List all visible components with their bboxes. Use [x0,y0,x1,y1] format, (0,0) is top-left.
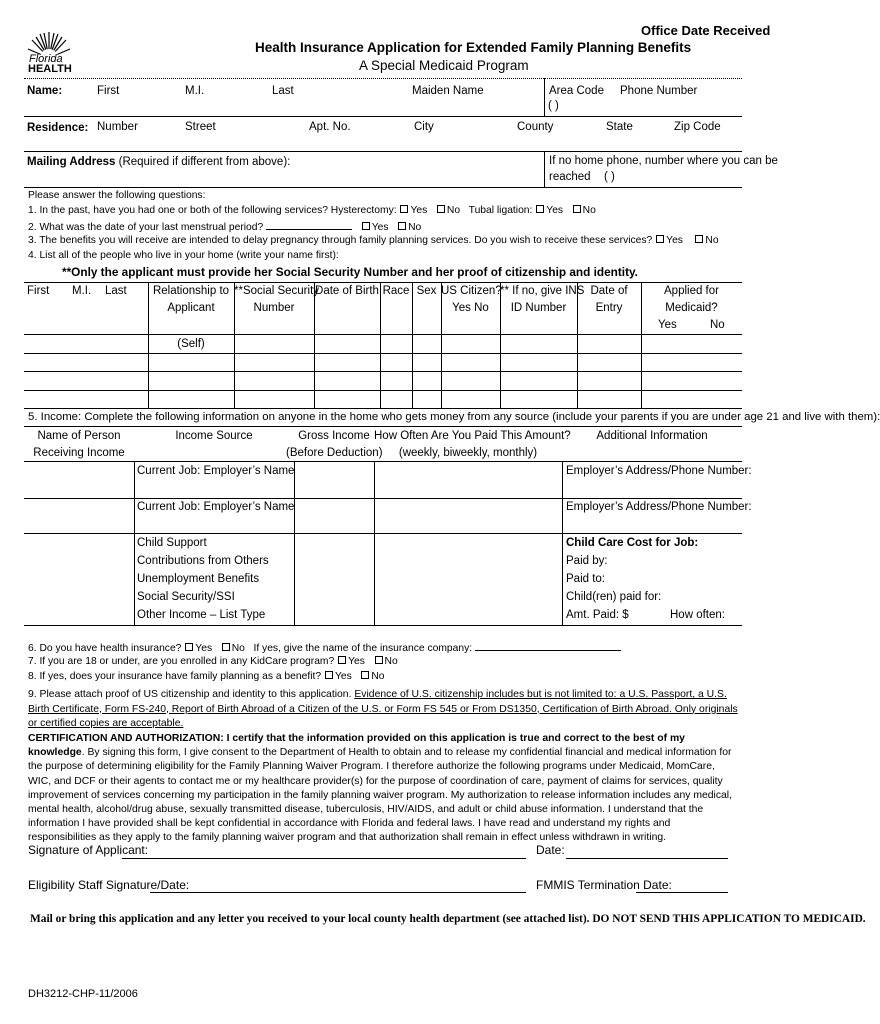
paid-to-label: Paid to: [566,573,605,585]
mailing-address-note: (Required if different from above): [118,156,291,168]
mailing-address-label: Mailing Address [27,156,116,168]
job1-label: Current Job: Employer’s Name [137,465,295,477]
col-applied-no: No [710,319,725,331]
last-label: Last [272,85,294,97]
list-item: Child Support [137,537,207,549]
col-divider [544,151,545,187]
job2-address: Employer’s Address/Phone Number: [566,501,752,513]
col-mi: M.I. [72,285,92,297]
certification-paragraph [28,732,740,846]
row-divider [24,116,742,117]
col-additional: Additional Information [596,430,708,442]
street-label: Street [185,121,216,133]
table-col [562,461,563,625]
table-border [24,282,742,283]
ssn-notice: **Only the applicant must provide her Social Security Number and her proof of citizenship and identity. [62,265,638,279]
job1-address: Employer’s Address/Phone Number: [566,465,752,477]
childcare-label: Child Care Cost for Job: [566,537,699,549]
office-date-received: Office Date Received [641,23,771,38]
row-divider [24,151,742,152]
self-label: (Self) [177,338,205,350]
col-relationship-2: Applicant [167,302,215,314]
question-2 [28,220,421,234]
table-col [374,461,375,625]
certification-heading: CERTIFICATION AND AUTHORIZATION [28,733,221,744]
q2-yes-label: Yes [371,222,389,233]
no-phone-line1: If no home phone, number where you can be [549,155,778,167]
col-gross-1: Gross Income [298,430,370,442]
children-paid-label: Child(ren) paid for: [566,591,662,603]
col-ins-1: ** If no, give INS [500,285,585,297]
q6-yes-checkbox[interactable] [185,643,193,651]
q6-company-field[interactable] [475,641,621,651]
mailing-address [27,156,290,169]
q1-tubal-yes-label: Yes [546,205,564,216]
list-item: Social Security/SSI [137,591,235,603]
mi-label: M.I. [185,85,205,97]
col-how-often-2: (weekly, biweekly, monthly) [398,447,538,459]
col-race: Race [382,285,410,297]
county-label: County [517,121,554,133]
logo-text-florida: Florida [29,53,63,65]
table-border [24,426,742,427]
col-last: Last [105,285,127,297]
name-label: Name: [27,85,63,97]
q7-no-checkbox[interactable] [375,656,383,664]
header-divider [24,78,742,79]
income-table [24,426,752,626]
no-phone-line2: reached [549,171,591,183]
col-name-2: Receiving Income [33,447,125,459]
no-phone-paren: ( ) [604,171,615,183]
certification-statement: : I certify that the information provided on this application is true and correct to the best of my knowledge [28,733,685,759]
q9-text: 9. Please attach proof of US citizenship and identity to this application. [28,689,352,700]
col-citizen-1: US Citizen? [441,285,502,297]
col-how-often-1: How Often Are You Paid This Amount? [374,430,571,442]
table-row [24,461,742,462]
q8-yes-checkbox[interactable] [325,671,333,679]
col-name-1: Name of Person [37,430,121,442]
col-relationship-1: Relationship to [152,285,230,297]
col-entry-2: Entry [595,302,623,314]
question-3 [28,235,719,247]
certification-body: . By signing this form, I give consent to the Department of Health to obtain and to release my confidential financial and medical information for the purpose of determining eligibility for the Family Planning Waiver Program. I therefore authorize the following programs under Medicaid, MomCare, WIC, and DCF or their agents to contact me or my healthcare provider(s) for the purpose of coordination of care, payment of claims for services, quality improvement of services concerning my participation in the family planning waiver program. My authorization to release information includes any medical, mental health, alcohol/drug abuse, sexually transmitted disease, tuberculosis, HIV/AIDS, and adult or child abuse information. I understand that the information I have provided shall be kept confidential in accordance with Florida and federal laws. I have read and understand my rights and responsibilities as they apply to the family planning waiver program and that authorization shall remain in effect unless withdrawn in writing. [28,747,733,844]
staff-signature-field[interactable] [150,892,526,893]
q7-text: 7. If you are 18 or under, are you enrolled in any KidCare program? [28,656,335,667]
col-entry-1: Date of [590,285,628,297]
table-col [134,461,135,625]
list-item: Other Income – List Type [137,609,266,621]
applicant-signature-field[interactable] [122,858,526,859]
col-applied-1: Applied for [664,285,719,297]
q8-no-checkbox[interactable] [361,671,369,679]
table-col [380,282,381,409]
col-dob: Date of Birth [315,285,379,297]
number-label: Number [97,121,138,133]
q9-evidence-text: Evidence of U.S. citizenship includes but is not limited to: a U.S. Passport, a U.S. Birth Certificate, Form FS-240, Report of Birth Abroad of a Citizen of the U.S. or Form FS 545 or From DS1350, Certification of Birth Abroad. Only originals or certified copies are acceptable. [28,689,738,729]
col-source: Income Source [175,430,253,442]
table-row [24,371,742,372]
table-col [314,282,315,409]
q6-company-label: If yes, give the name of the insurance company: [253,643,473,654]
staff-signature-label: Eligibility Staff Signature/Date: [28,878,190,892]
q2-date-field[interactable] [266,220,352,230]
page-title: Health Insurance Application for Extended Family Planning Benefits [255,40,692,55]
col-gross-2: (Before Deduction) [286,447,383,459]
col-citizen-2: Yes No [452,302,489,314]
col-applied-yes: Yes [658,319,677,331]
col-ssn-2: Number [253,302,295,314]
phone-number-label: Phone Number [620,85,698,97]
q7-yes-label: Yes [348,656,365,667]
job2-label: Current Job: Employer’s Name [137,501,295,513]
household-table [24,282,742,409]
col-divider [544,78,545,116]
apt-label: Apt. No. [309,121,351,133]
q2-yes-checkbox[interactable] [362,222,370,230]
question-4: 4. List all of the people who live in your home (write your name first): [28,250,339,261]
question-9 [28,688,740,732]
q8-no-label: No [371,671,385,682]
q2-text: 2. What was the date of your last menstrual period? [28,222,264,233]
q2-no-checkbox[interactable] [398,222,406,230]
q3-text: 3. The benefits you will receive are intended to delay pregnancy through family planning services. Do you wish to receive these services? [28,235,653,246]
maiden-name-label: Maiden Name [412,85,484,97]
list-item: Contributions from Others [137,555,269,567]
q6-no-label: No [231,643,245,654]
q6-no-checkbox[interactable] [222,643,230,651]
form-id: DH3212-CHP-11/2006 [28,988,138,1000]
question-8 [28,671,385,683]
q3-no-checkbox[interactable] [695,235,703,243]
list-item: Unemployment Benefits [137,573,260,585]
area-code-label: Area Code [549,85,604,97]
first-label: First [97,85,120,97]
q7-yes-checkbox[interactable] [338,656,346,664]
how-often-label: How often: [670,609,725,621]
amount-paid-label: Amt. Paid: $ [566,609,629,621]
q1-hyst-yes-label: Yes [410,205,428,216]
table-row [24,625,742,626]
q3-no-label: No [705,235,719,246]
table-row [24,498,742,499]
table-row [24,533,742,534]
table-row [24,408,742,409]
mail-instructions: Mail or bring this application and any letter you received to your local county health department (see attached list). DO NOT SEND THIS APPLICATION TO MEDICAID. [30,913,866,925]
income-heading: 5. Income: Complete the following information on anyone in the home who gets money from any source (include your parents if you are under age 21 and live with them): [28,411,880,423]
area-code-paren: ( ) [548,100,559,112]
applicant-signature-label: Signature of Applicant: [28,843,149,857]
page-subtitle: A Special Medicaid Program [359,58,529,73]
col-ssn-1: **Social Security [234,285,320,297]
q6-yes-label: Yes [195,643,213,654]
col-first: First [27,285,50,297]
fmmis-termination-field[interactable] [636,892,728,893]
q6-text: 6. Do you have health insurance? [28,643,182,654]
date-label: Date: [536,843,565,857]
q3-yes-checkbox[interactable] [656,235,664,243]
q1-hyst-no-label: No [446,205,461,216]
state-label: State [606,121,633,133]
table-row [24,390,742,391]
table-col [294,461,295,625]
question-1 [28,205,596,217]
residence-label: Residence: [27,122,89,134]
col-applied-2: Medicaid? [665,302,718,314]
paid-by-label: Paid by: [566,555,608,567]
row-divider [24,187,742,188]
date-field[interactable] [566,858,728,859]
table-row [24,353,742,354]
questions-intro: Please answer the following questions: [28,190,206,201]
city-label: City [414,121,434,133]
col-sex: Sex [416,285,437,297]
q1-hyst-yes-checkbox[interactable] [400,205,408,213]
q2-no-label: No [408,222,422,233]
table-col [412,282,413,409]
q1-tubal-no-label: No [582,205,596,216]
q3-yes-label: Yes [666,235,683,246]
q1-hyst-no-checkbox[interactable] [437,205,445,213]
q7-no-label: No [384,656,398,667]
q1-tubal-yes-checkbox[interactable] [536,205,544,213]
question-7 [28,656,398,668]
q1-tubal-no-checkbox[interactable] [573,205,581,213]
fmmis-termination-label: FMMIS Termination Date: [536,878,672,892]
table-row [24,334,742,335]
q1-tubal-label: Tubal ligation: [468,205,533,216]
zip-label: Zip Code [674,121,721,133]
col-ins-2: ID Number [510,302,567,314]
q8-text: 8. If yes, does your insurance have family planning as a benefit? [28,671,322,682]
q1-text: 1. In the past, have you had one or both of the following services? Hysterectomy: [28,205,397,216]
question-6 [28,641,621,655]
q8-yes-label: Yes [334,671,352,682]
logo-text-health: HEALTH [28,63,72,75]
